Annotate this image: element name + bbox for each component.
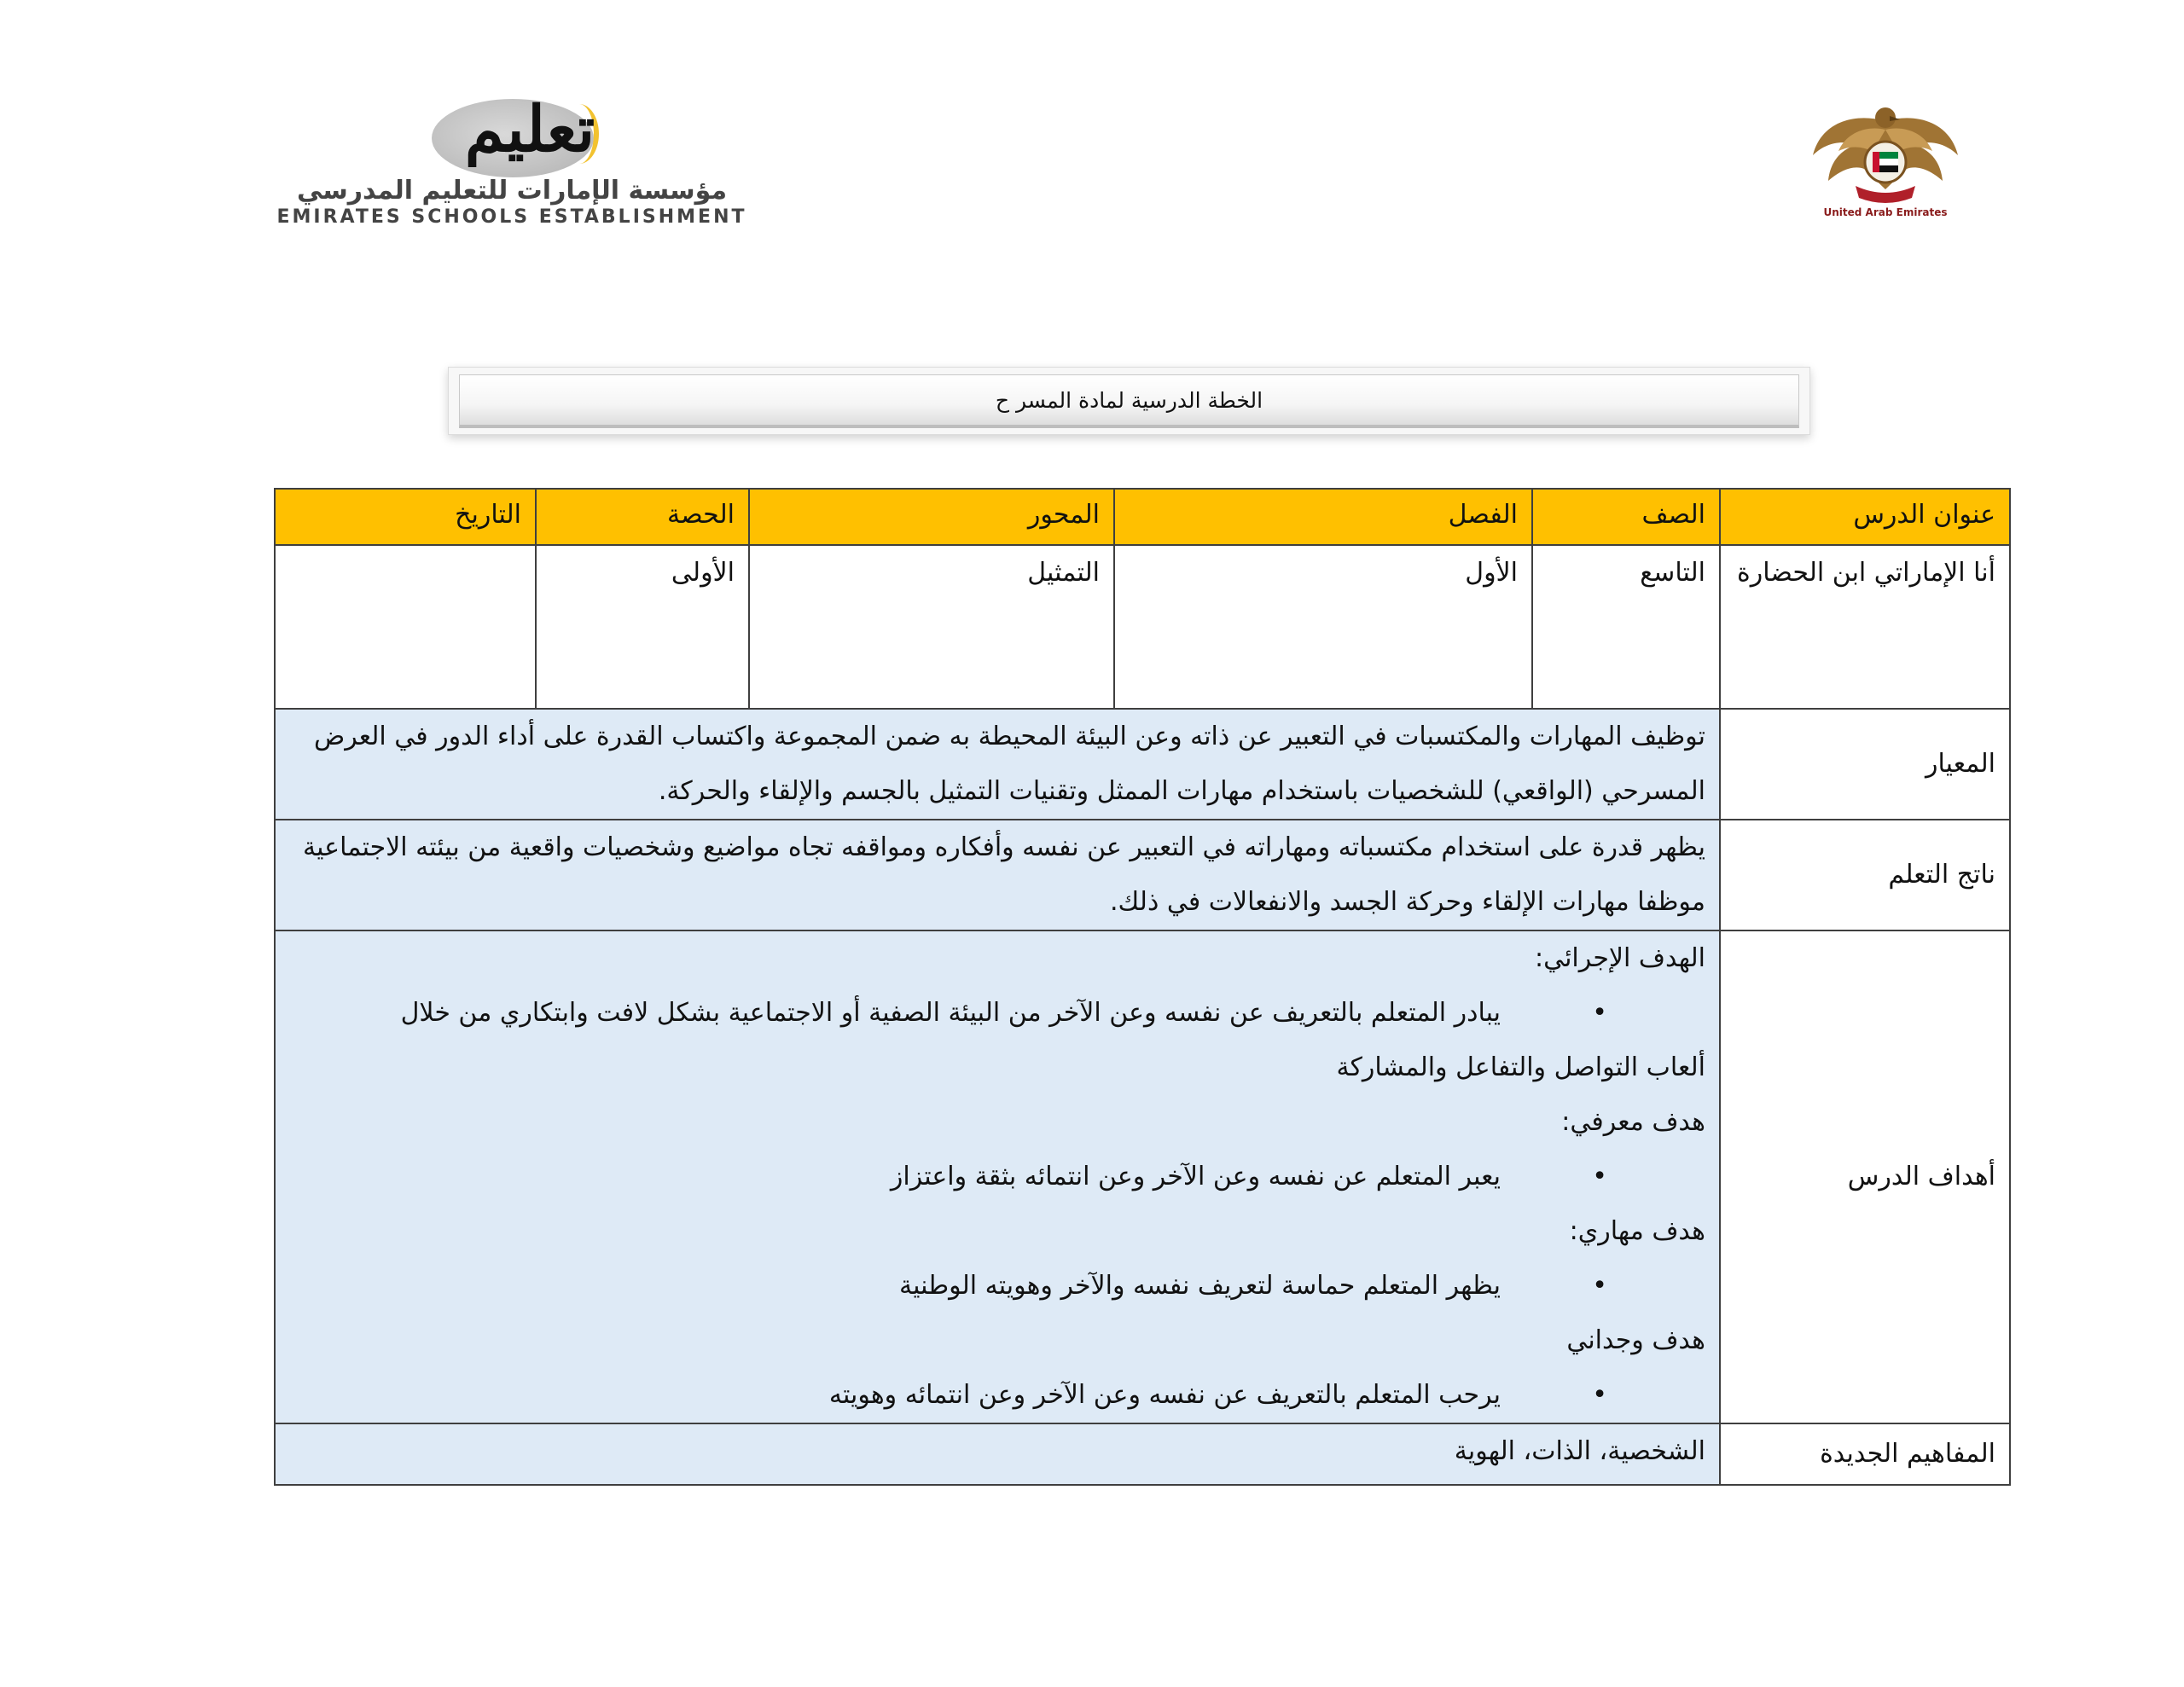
concepts-text: الشخصية، الذات، الهوية [275, 1423, 1720, 1485]
affective-goal-heading: هدف وجداني [1566, 1325, 1705, 1355]
uae-emblem [1804, 104, 1966, 223]
procedural-goal-list [289, 986, 1705, 1041]
header-date: التاريخ [275, 489, 536, 545]
ese-logo [230, 87, 793, 228]
standard-label: المعيار [1720, 709, 2010, 820]
concepts-row [275, 1423, 2010, 1485]
skill-goal-item: • يظهر المتعلم حماسة لتعريف نفسه والآخر وهويته الوطنية [289, 1259, 1705, 1313]
lesson-plan-table [274, 488, 2011, 1486]
title-box [448, 367, 1810, 435]
header-term: الفصل [1114, 489, 1532, 545]
values-row [275, 545, 2010, 709]
lesson-plan-title: الخطة الدرسية لمادة المسر ح [459, 374, 1799, 428]
procedural-goal-item: • يبادر المتعلم بالتعريف عن نفسه وعن الآخر من البيئة الصفية أو الاجتماعية بشكل لافت وابتكاري من خلال [289, 986, 1705, 1041]
affective-goal-item: • يرحب المتعلم بالتعريف عن نفسه وعن الآخر وعن انتمائه وهويته [289, 1368, 1705, 1423]
logo-arabic-name: مؤسسة الإمارات للتعليم المدرسي [296, 176, 728, 206]
outcome-text: يظهر قدرة على استخدام مكتسباته ومهاراته في التعبير عن نفسه وأفكاره ومواقفه تجاه مواضيع وشخصيات واقعية من بيئته الاجتماعية موظفا مهارات الإلقاء وحركة الجسد والانفعالات في ذلك. [275, 820, 1720, 930]
emblem-caption: United Arab Emirates [1823, 206, 1948, 218]
uae-emblem-icon [1804, 104, 1966, 206]
skill-goal-list [289, 1259, 1705, 1313]
cognitive-goal-item: • يعبر المتعلم عن نفسه وعن الآخر وعن انتمائه بثقة واعتزاز [289, 1150, 1705, 1204]
concepts-label: المفاهيم الجديدة [1720, 1423, 2010, 1485]
standard-row [275, 709, 2010, 820]
outcome-row [275, 820, 2010, 930]
logo-word: تعليم [464, 93, 595, 166]
cognitive-goal-heading: هدف معرفي: [1561, 1107, 1705, 1137]
cognitive-goal-list [289, 1150, 1705, 1204]
procedural-goal-heading: الهدف الإجرائي: [1534, 943, 1705, 973]
affective-goal-list [289, 1368, 1705, 1423]
header-lesson-title: عنوان الدرس [1720, 489, 2010, 545]
value-axis: التمثيل [749, 545, 1114, 709]
skill-goal-heading: هدف مهاري: [1569, 1216, 1705, 1246]
outcome-label: ناتج التعلم [1720, 820, 2010, 930]
value-grade: التاسع [1532, 545, 1720, 709]
goals-content [275, 930, 1720, 1423]
logo-english-name: EMIRATES SCHOOLS ESTABLISHMENT [276, 206, 747, 228]
value-period: الأولى [536, 545, 749, 709]
value-date [275, 545, 536, 709]
value-term: الأول [1114, 545, 1532, 709]
goals-label: أهداف الدرس [1720, 930, 2010, 1423]
header-grade: الصف [1532, 489, 1720, 545]
goals-row [275, 930, 2010, 1423]
header-row [275, 489, 2010, 545]
standard-text: توظيف المهارات والمكتسبات في التعبير عن ذاته وعن البيئة المحيطة به ضمن المجموعة واكتساب القدرة على أداء الدور في العرض المسرحي (الواقعي) للشخصيات باستخدام مهارات الممثل وتقنيات التمثيل بالجسم والإلقاء والحركة. [275, 709, 1720, 820]
value-lesson-title: أنا الإماراتي ابن الحضارة [1720, 545, 2010, 709]
header-axis: المحور [749, 489, 1114, 545]
header-period: الحصة [536, 489, 749, 545]
procedural-goal-item-continued: ألعاب التواصل والتفاعل والمشاركة [1336, 1052, 1705, 1082]
